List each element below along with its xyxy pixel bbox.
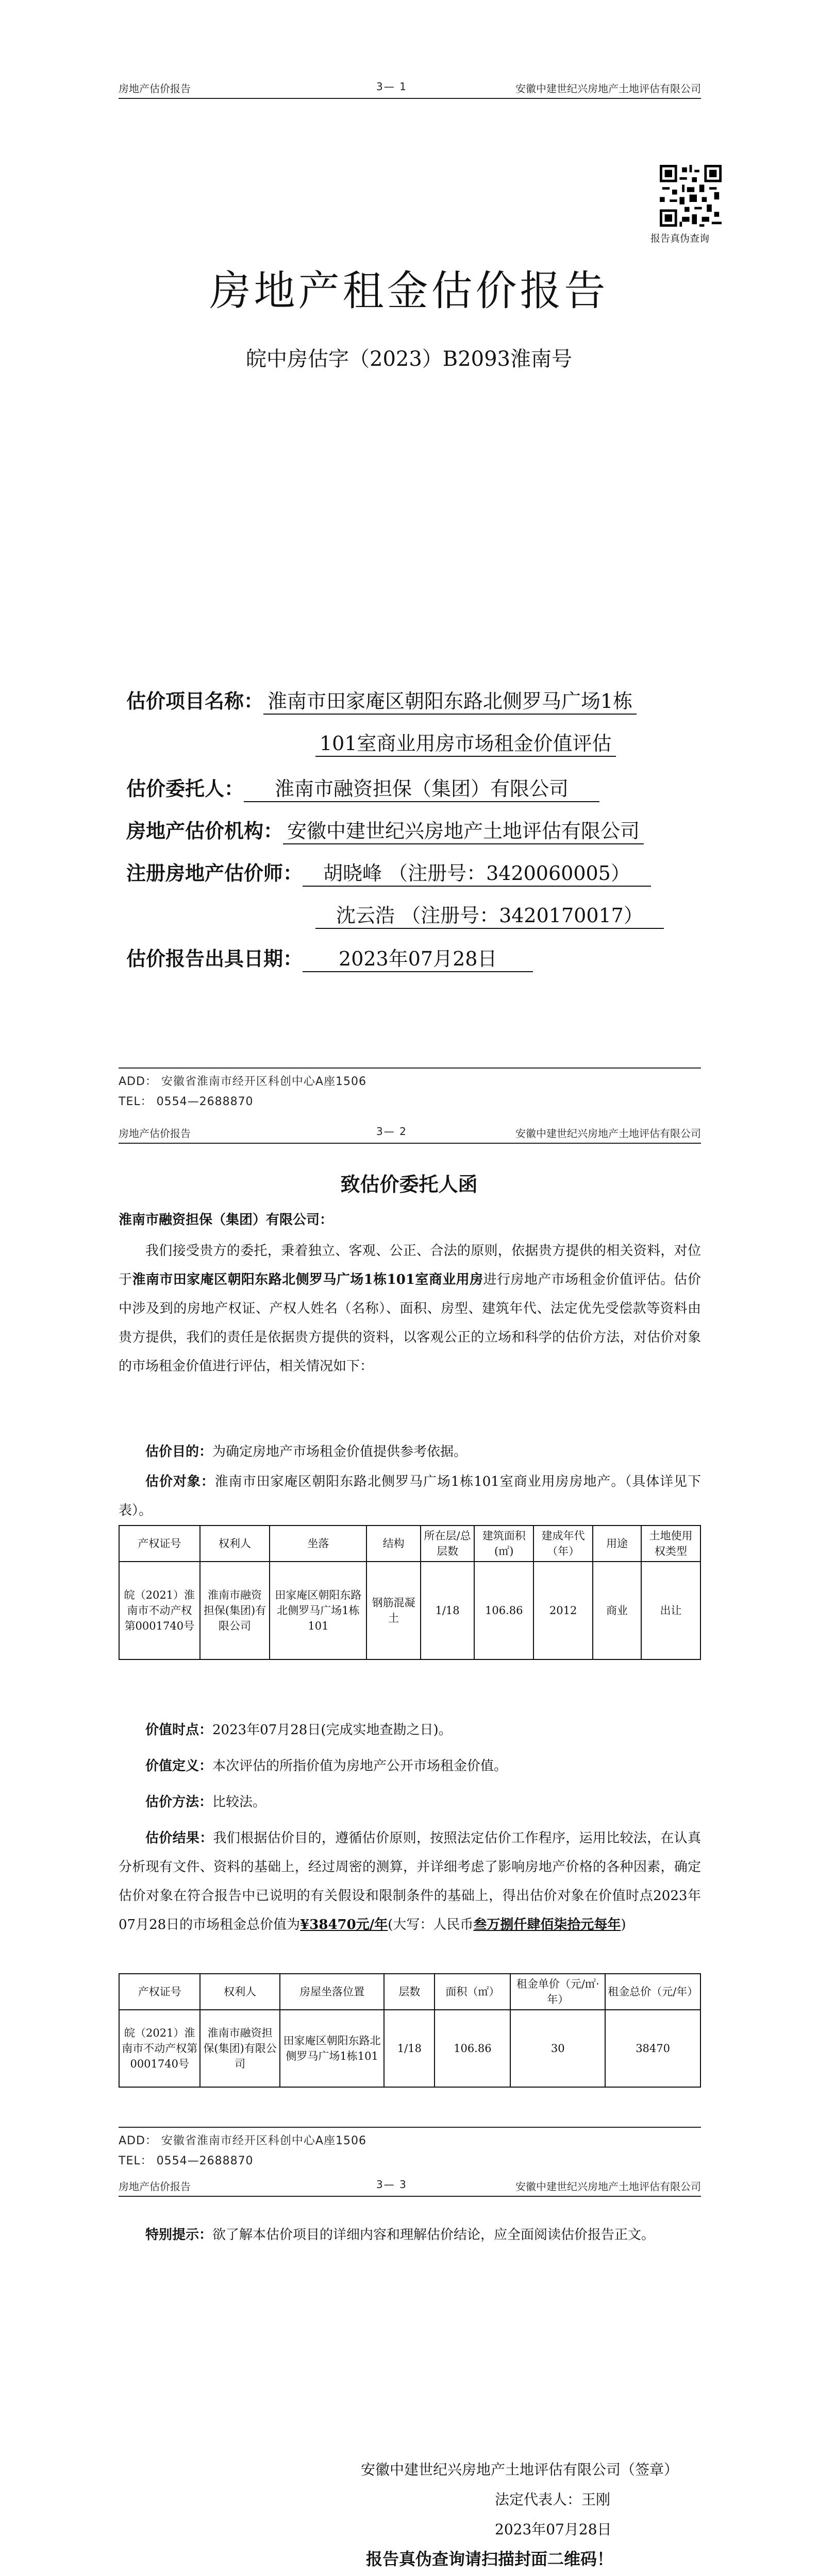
table-cell: 淮南市融资担保(集团)有限公司 (200, 2010, 279, 2087)
cover-project-row-2 (315, 727, 616, 757)
table-header-cell: 租金单价（元/㎡·年） (510, 1974, 605, 2010)
appraiser-2: 沈云浩 （注册号：3420170017） (315, 900, 664, 929)
table-header-cell: 所在层/总层数 (421, 1526, 474, 1562)
rent-table (119, 1973, 701, 2088)
value-type-text: 本次评估的所指价值为房地产公开市场租金价值。 (212, 1758, 508, 1774)
table-header-cell: 建成年代（年） (533, 1526, 593, 1562)
report-date-value: 2023年07月28日 (303, 943, 533, 972)
table-cell: 38470 (605, 2010, 700, 2087)
result-label: 估价结果： (145, 1831, 213, 1846)
agency-value: 安徽中建世纪兴房地产土地评估有限公司 (283, 815, 644, 844)
letter-intro (119, 1236, 701, 1381)
appraiser-label: 注册房地产估价师： (126, 861, 303, 885)
method-row (119, 1788, 701, 1817)
client-value: 淮南市融资担保（集团）有限公司 (244, 773, 599, 802)
table-header-cell: 租金总价（元/年） (605, 1974, 700, 2010)
cover-appraiser-row (126, 857, 651, 887)
value-date-label: 价值时点： (145, 1722, 213, 1738)
letter-title: 致估价委托人函 (340, 1173, 478, 1196)
method-text: 比较法。 (212, 1794, 266, 1810)
report-title: 房地产租金估价报告 (209, 267, 609, 315)
cover-agency-row (126, 815, 644, 844)
table-header-cell: 土地使用权类型 (641, 1526, 700, 1562)
purpose-row (119, 1437, 701, 1466)
header-left: 房地产估价报告 (119, 82, 191, 95)
page-number: 3— 3 (376, 2178, 407, 2191)
page-header (119, 1122, 701, 1144)
verify-note: 报告真伪查询请扫描封面二维码！ (366, 2549, 614, 2569)
cover-client-row (126, 773, 599, 802)
table-header-cell: 产权证号 (119, 1526, 200, 1562)
header-right: 安徽中建世纪兴房地产土地评估有限公司 (515, 82, 701, 95)
report-ref-no: 皖中房估字（2023）B2093淮南号 (246, 347, 572, 371)
table-cell: 商业 (593, 1562, 641, 1659)
intro-bold: 淮南市田家庵区朝阳东路北侧罗马广场1栋101室商业用房 (132, 1272, 483, 1287)
table-cell: 1/18 (384, 2010, 435, 2087)
table-header-cell: 层数 (384, 1974, 435, 2010)
cover-appraiser-row-2 (315, 900, 664, 929)
qr-caption: 报告真伪查询 (650, 233, 710, 244)
footer-tel: TEL： 0554—2688870 (119, 2155, 254, 2167)
method-label: 估价方法： (145, 1794, 213, 1810)
page-footer (119, 2127, 701, 2168)
project-value-line1: 淮南市田家庵区朝阳东路北侧罗马广场1栋 (263, 685, 637, 715)
table-header-cell: 房屋坐落位置 (280, 1974, 385, 2010)
result-words-suffix: ) (621, 1917, 626, 1933)
table-cell: 1/18 (421, 1562, 474, 1659)
table-cell: 106.86 (474, 1562, 533, 1659)
project-label: 估价项目名称： (126, 689, 264, 713)
table-cell: 2012 (533, 1562, 593, 1659)
footer-address: ADD： 安徽省淮南市经开区科创中心A座1506 (119, 1075, 366, 1088)
table-header-cell: 用途 (593, 1526, 641, 1562)
table-cell: 田家庵区朝阳东路北侧罗马广场1栋101 (270, 1562, 366, 1659)
appraiser-1: 胡晓峰 （注册号：3420060005） (303, 857, 651, 887)
table-header-row (119, 1526, 700, 1562)
table-header-row (119, 1974, 700, 2010)
purpose-text: 为确定房地产市场租金价值提供参考依据。 (212, 1444, 468, 1460)
table-header-cell: 坐落 (270, 1526, 366, 1562)
table-header-cell: 结构 (366, 1526, 420, 1562)
table-cell: 30 (510, 2010, 605, 2087)
client-label: 估价委托人： (126, 777, 244, 800)
project-value-line2: 101室商业用房市场租金价值评估 (315, 727, 616, 757)
table-header-cell: 权利人 (200, 1974, 279, 2010)
header-left: 房地产估价报告 (119, 2180, 191, 2193)
value-type-label: 价值定义： (145, 1758, 213, 1774)
intro-b: 进行房地产市场租金价值评估。估价中涉及到的房地产权证、产权人姓名（名称）、面积、房型、建筑年代、法定优先受偿款等资料由贵方提供，我们的责任是依据贵方提供的资料，以客观公正的立场和科学的估价方法，对估价对象的市场租金价值进行评估，相关情况如下： (119, 1272, 701, 1374)
table-header-cell: 权利人 (200, 1526, 270, 1562)
intro-a: 我们接受贵方的委托，秉着独立、客观、公正、合法的原则，依据贵方提供的相关资料，对位于 (119, 1243, 701, 1287)
table-header-cell: 产权证号 (119, 1974, 200, 2010)
header-left: 房地产估价报告 (119, 1127, 191, 1140)
value-type-row (119, 1752, 701, 1781)
table-cell: 皖（2021）淮南市不动产权第0001740号 (119, 2010, 200, 2087)
table-cell: 皖（2021）淮南市不动产权第0001740号 (119, 1562, 200, 1659)
report-date-label: 估价报告出具日期： (126, 947, 303, 970)
page-header (119, 2175, 701, 2197)
signature-representative: 法定代表人：王刚 (495, 2491, 611, 2508)
table-row (119, 2010, 700, 2087)
result-words-prefix: (大写：人民币 (388, 1917, 474, 1933)
table-header-cell: 建筑面积(㎡) (474, 1526, 533, 1562)
agency-label: 房地产估价机构： (126, 819, 283, 842)
notice-text: 欲了解本估价项目的详细内容和理解估价结论，应全面阅读估价报告正文。 (212, 2227, 655, 2243)
signature-company: 安徽中建世纪兴房地产土地评估有限公司（签章） (361, 2461, 679, 2478)
result-amount: ¥38470元/年 (300, 1917, 388, 1933)
table-cell: 出让 (641, 1562, 700, 1659)
page-number: 3— 2 (376, 1125, 407, 1138)
table-cell: 106.86 (435, 2010, 510, 2087)
property-table (119, 1525, 701, 1660)
table-cell: 田家庵区朝阳东路北侧罗马广场1栋101 (280, 2010, 385, 2087)
page-number: 3— 1 (376, 80, 407, 93)
signature-date: 2023年07月28日 (495, 2521, 612, 2538)
page-footer (119, 1067, 701, 1109)
value-date-text: 2023年07月28日(完成实地查勘之日)。 (212, 1722, 452, 1738)
cover-project-row (126, 685, 637, 715)
table-cell: 钢筋混凝土 (366, 1562, 420, 1659)
table-header-cell: 面积（㎡） (435, 1974, 510, 2010)
result-text: 我们根据估价目的，遵循估价原则，按照法定估价工作程序，运用比较法，在认真分析现有文件、资料的基础上，经过周密的测算，并详细考虑了影响房地产价格的各种因素，确定估价对象在符合报告中已说明的有关假设和限制条件的基础上，得出估价对象在价值时点2023年07月28日的市场租金总价值为 (119, 1831, 701, 1933)
result-words: 叁万捌仟肆佰柒拾元每年 (473, 1917, 621, 1933)
qr-code-icon[interactable] (660, 165, 722, 227)
table-row (119, 1562, 700, 1659)
value-date-row (119, 1716, 701, 1744)
purpose-label: 估价目的： (145, 1444, 213, 1460)
notice-row (119, 2221, 701, 2249)
result-row (119, 1824, 701, 1939)
footer-tel: TEL： 0554—2688870 (119, 1095, 254, 1108)
header-right: 安徽中建世纪兴房地产土地评估有限公司 (515, 1127, 701, 1140)
page-header (119, 77, 701, 99)
object-label: 估价对象： (145, 1474, 215, 1489)
footer-address: ADD： 安徽省淮南市经开区科创中心A座1506 (119, 2134, 366, 2147)
object-text: 淮南市田家庵区朝阳东路北侧罗马广场1栋101室商业用房房地产。（具体详见下表）。 (119, 1474, 701, 1518)
object-row (119, 1467, 701, 1525)
table-cell: 淮南市融资担保(集团)有限公司 (200, 1562, 270, 1659)
cover-date-row (126, 943, 533, 972)
letter-addressee: 淮南市融资担保（集团）有限公司： (119, 1212, 333, 1228)
header-right: 安徽中建世纪兴房地产土地评估有限公司 (515, 2180, 701, 2193)
notice-label: 特别提示： (145, 2227, 213, 2243)
